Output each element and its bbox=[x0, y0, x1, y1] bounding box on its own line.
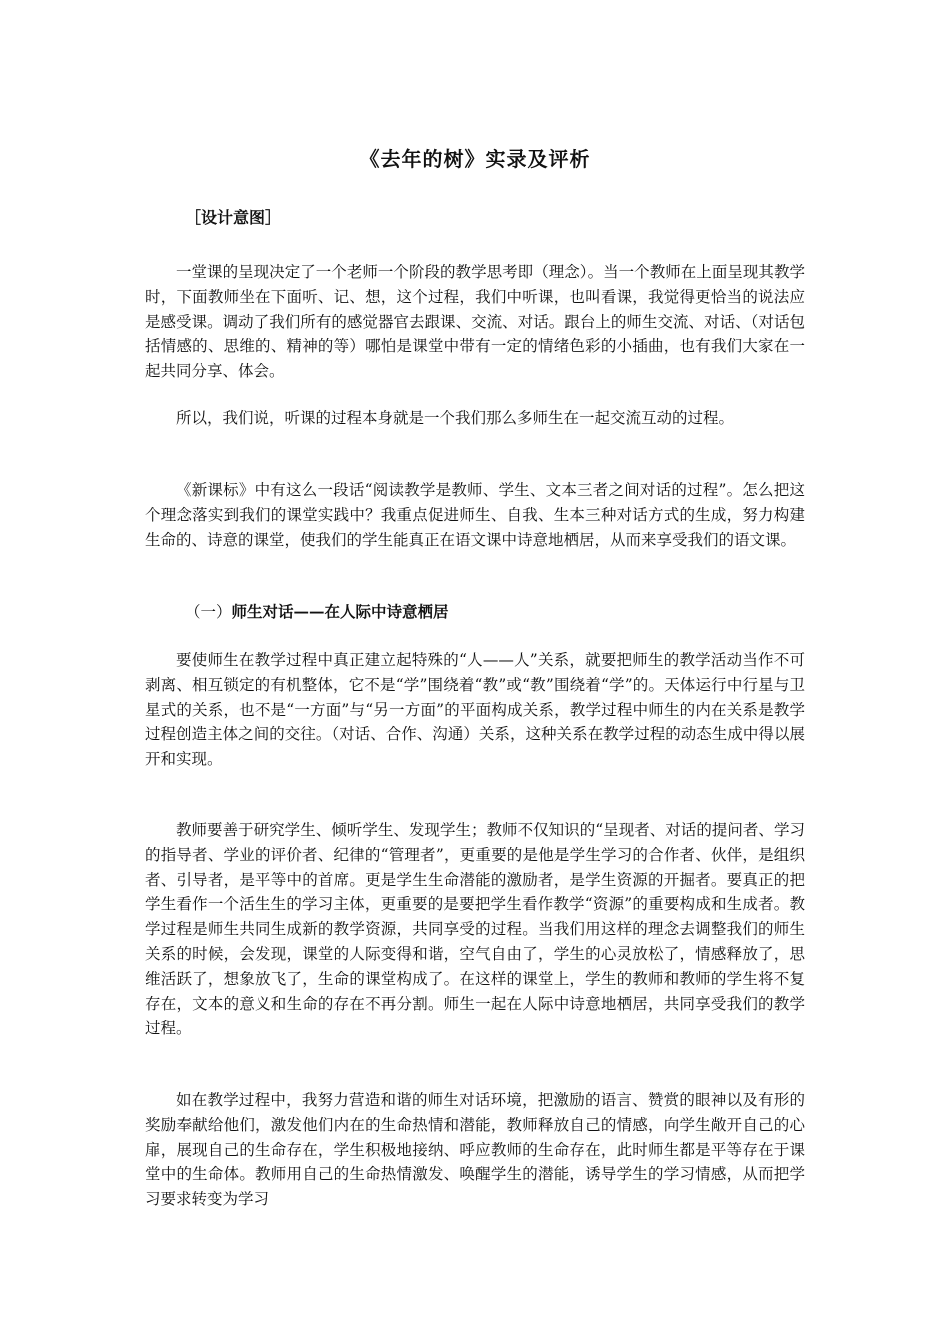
paragraph-6: 如在教学过程中，我努力营造和谐的师生对话环境，把激励的语言、赞赏的眼神以及有形的奖励奉献给他们，激发他们内在的生命热情和潜能，教师释放自己的情感，向学生敞开自己的心扉，展现自己的生命存在，学生积极地接纳、呼应教师的生命存在，此时师生都是平等存在于课堂中的生命体。教师用自己的生命热情激发、唤醒学生的潜能，诱导学生的学习情感，从而把学习要求转变为学习 bbox=[145, 1091, 805, 1209]
document-title: 《去年的树》实录及评析 bbox=[359, 147, 591, 171]
paragraph-1: 一堂课的呈现决定了一个老师一个阶段的教学思考即（理念）。当一个教师在上面呈现其教学时，下面教师坐在下面听、记、想，这个过程，我们中听课，也叫看课，我觉得更恰当的说法应是感受课。调动了我们所有的感觉器官去跟课、交流、对话。跟台上的师生交流、对话、（对话包括情感的、思维的、精神的等）哪怕是课堂中带有一定的情绪色彩的小插曲，也有我们大家在一起共同分享、体会。 bbox=[145, 263, 805, 381]
design-intent-label: ［设计意图］ bbox=[185, 208, 282, 227]
paragraph-2: 所以，我们说，听课的过程本身就是一个我们那么多师生在一起交流互动的过程。 bbox=[176, 409, 735, 427]
subheading-text: 师生对话——在人际中诗意栖居 bbox=[231, 602, 449, 621]
paragraph-3: 《新课标》中有这么一段话“阅读教学是教师、学生、文本三者之间对话的过程”。怎么把这个理念落实到我们的课堂实践中？我重点促进师生、自我、生本三种对话方式的生成，努力构建生命的、诗意的课堂，使我们的学生能真正在语文课中诗意地栖居，从而来享受我们的语文课。 bbox=[145, 481, 805, 549]
paragraph-4: 要使师生在教学过程中真正建立起特殊的“人——人”关系，就要把师生的教学活动当作不可剥离、相互锁定的有机整体，它不是“学”围绕着“教”或“教”围绕着“学”的。天体运行中行星与卫星式的关系，也不是“一方面”与“另一方面”的平面构成关系，教学过程中师生的内在关系是教学过程创造主体之间的交往。（对话、合作、沟通）关系，这种关系在教学过程的动态生成中得以展开和实现。 bbox=[145, 651, 805, 769]
paragraph-5: 教师要善于研究学生、倾听学生、发现学生；教师不仅知识的“呈现者、对话的提问者、学习的指导者、学业的评价者、纪律的“管理者”，更重要的是他是学生学习的合作者、伙伴，是组织者、引导者，是平等中的首席。更是学生生命潜能的激励者，是学生资源的开掘者。要真正的把学生看作一个活生生的学习主体，更重要的是要把学生看作教学“资源”的重要构成和生成者。教学过程是师生共同生成新的教学资源，共同享受的过程。当我们用这样的理念去调整我们的师生关系的时候，会发现，课堂的人际变得和谐，空气自由了，学生的心灵放松了，情感释放了，思维活跃了，想象放飞了，生命的课堂构成了。在这样的课堂上，学生的教师和教师的学生将不复存在，文本的意义和生命的存在不再分割。师生一起在人际中诗意地栖居，共同享受我们的教学过程。 bbox=[145, 821, 805, 1038]
subheading-teacher-student-dialogue bbox=[185, 600, 449, 622]
subheading-prefix: （一） bbox=[185, 603, 232, 621]
